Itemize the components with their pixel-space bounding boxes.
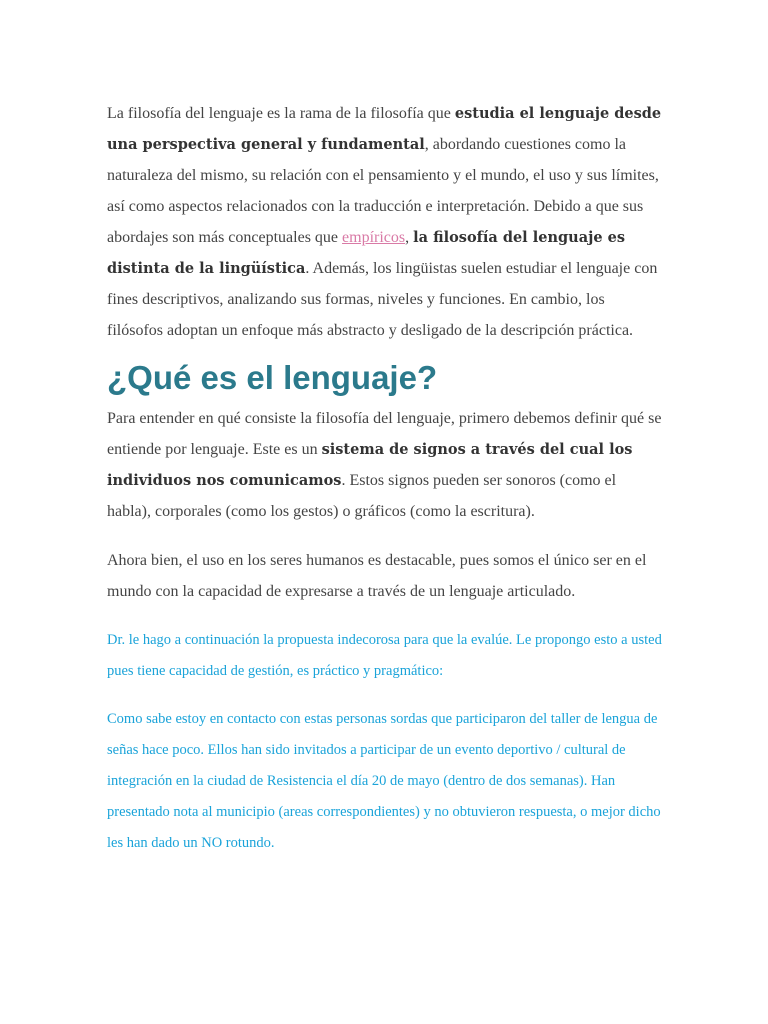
note-paragraph-2: Como sabe estoy en contacto con estas personas sordas que participaron del taller de lengua de señas hace poco. Ellos han sido invitados a participar de un evento deportivo / cultural de integración en la ciudad de Resistencia el día 20 de mayo (dentro de dos semanas). Han presentado nota al municipio (areas correspondientes) y no obtuvieron respuesta, o mejor dicho les han dado un NO rotundo. [107,711,661,851]
intro-bold-1: estudia el lenguaje desde una perspectiva general y fundamental [107,105,662,153]
paragraph-3: Ahora bien, el uso en los seres humanos es destacable, pues somos el único ser en el mundo con la capacidad de expresarse a través de un lenguaje articulado. [107,552,647,600]
section-bold-1: sistema de signos a través del cual los individuos nos comunicamos [107,441,633,489]
document-page [107,98,663,859]
section-paragraph [107,403,663,527]
empiricos-link[interactable]: empíricos [342,229,406,246]
intro-text-4: . Además, los lingüistas suelen estudiar el lenguaje con fines descriptivos, analizando sus formas, niveles y funciones. En cambio, los filósofos adoptan un enfoque más abstracto y desligado de la descripción práctica. [107,260,658,339]
section-text-2: . Estos signos pueden ser sonoros (como el habla), corporales (como los gestos) o gráficos (como la escritura). [107,472,617,520]
intro-text-1: La filosofía del lenguaje es la rama de la filosofía que [107,105,455,122]
section-text-1: Para entender en qué consiste la filosofía del lenguaje, primero debemos definir qué se entiende por lenguaje. Este es un [107,410,662,458]
intro-text-3: , [405,229,414,246]
intro-text-2: , abordando cuestiones como la naturaleza del mismo, su relación con el pensamiento y el mundo, el uso y sus límites, así como aspectos relacionados con la traducción e interpretación. Debido a que sus abordajes son más conceptuales que [107,136,659,246]
note-paragraph-1: Dr. le hago a continuación la propuesta indecorosa para que la evalúe. Le propongo esto a usted pues tiene capacidad de gestión, es práctico y pragmático: [107,632,662,679]
intro-bold-2: la filosofía del lenguaje es distinta de la lingüística [107,229,626,277]
intro-paragraph [107,98,663,346]
section-heading: ¿Qué es el lenguaje? [107,359,438,396]
